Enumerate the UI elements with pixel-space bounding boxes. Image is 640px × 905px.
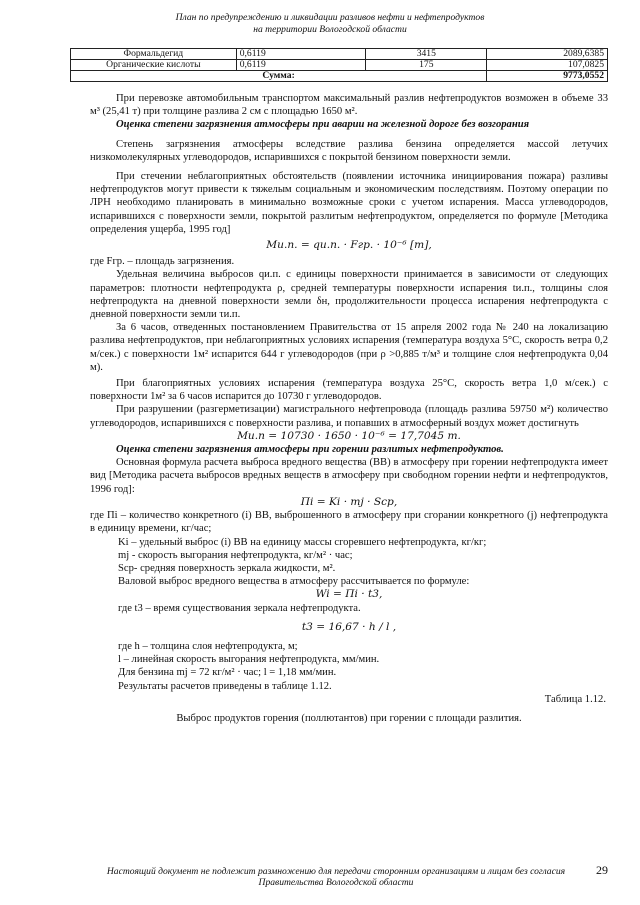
table-cell: 0,6119	[236, 49, 366, 60]
definition-line: где t3 – время существования зеркала нефтепродукта.	[118, 602, 361, 614]
table-row	[71, 60, 608, 71]
definition-line: l – линейная скорость выгорания нефтепродукта, мм/мин.	[118, 654, 380, 666]
definition-line: Ki – удельный выброс (i) ВВ на единицу массы сгоревшего нефтепродукта, кг/кг;	[118, 536, 487, 548]
definition-line: Sср- средняя поверхность зеркала жидкости, м².	[118, 562, 336, 574]
sum-value: 9773,0552	[487, 71, 608, 82]
formula-evaporated-mass: Mи.п. = qи.п. · Fгр. · 10⁻⁶ [т],	[266, 239, 432, 252]
paragraph: где Пi – количество конкретного (i) ВВ, выброшенного в атмосферу при сгорании конкретного (j) нефтепродукта в единицу времени, кг/час;	[90, 510, 608, 535]
table-cell: 3415	[366, 49, 487, 60]
table-caption: Таблица 1.12.	[544, 693, 606, 705]
footer-disclaimer: Настоящий документ не подлежит размножению для передачи сторонним организациям и лицам без согласия Правительства Вологодской области	[106, 866, 566, 888]
section-heading: Оценка степени загрязнения атмосферы при горении разлитых нефтепродуктов.	[116, 444, 504, 456]
running-header-line-2: на территории Вологодской области	[253, 24, 407, 35]
table-cell: Формальдегид	[71, 49, 237, 60]
main-text	[90, 92, 608, 725]
table-cell: Органические кислоты	[71, 60, 237, 71]
definition-line: mj - скорость выгорания нефтепродукта, кг/м² · час;	[118, 549, 353, 561]
definition-line: Для бензина mj = 72 кг/м² · час; l = 1,18 мм/мин.	[118, 667, 337, 679]
table-sum-row	[71, 71, 608, 82]
running-header-line-1: План по предупреждению и ликвидации разливов нефти и нефтепродуктов	[175, 12, 485, 23]
paragraph: За 6 часов, отведенных постановлением Правительства от 15 апреля 2002 года № 240 на локализацию разлива нефтепродуктов, при неблагоприятных условиях испарения (температура воздуха 5°С, скорость ветра 0,2 м/сек.) с поверхности 1м² испарится 644 г углеводородов (при ρ >0,885 т/м³ и толщине слоя нефтепродукта 0,04 м).	[90, 322, 608, 373]
section-heading: Оценка степени загрязнения атмосферы при аварии на железной дороге без возгорания	[116, 119, 530, 131]
paragraph: При разрушении (разгерметизации) магистрального нефтепровода (площадь разлива 59750 м²) количество углеводородов, испарившихся с поверхности разлива, и попавших в атмосферный воздух может достигнуть	[90, 404, 608, 429]
paragraph: Результаты расчетов приведены в таблице 1.12.	[118, 680, 332, 692]
paragraph: При стечении неблагоприятных обстоятельств (появлении источника инициирования пожара) разливы нефтепродуктов могут привести к тяжелым социальным и экономическим последствиям. Поэтому операции по ЛРН необходимо планировать в минимально возможные сроки с учетом испарения. Масса углеводородов, испарившихся с поверхности земли, покрытой разлитым нефтепродуктом, определяется по формуле [Методика определения ущерба, 1995 год]	[90, 171, 608, 235]
table-cell: 107,0825	[487, 60, 608, 71]
page-number: 29	[596, 863, 608, 877]
formula-calculation: Mи.п = 10730 · 1650 · 10⁻⁶ = 17,7045 т.	[237, 429, 461, 442]
paragraph: где Fгр. – площадь загрязнения.	[90, 256, 235, 268]
table-title: Выброс продуктов горения (поллютантов) при горении с площади разлития.	[176, 712, 522, 724]
table-cell: 175	[366, 60, 487, 71]
paragraph: Степень загрязнения атмосферы вследствие разлива бензина определяется массой летучих низкомолекулярных углеводородов, испарившихся с покрытой бензином поверхности земли.	[90, 138, 608, 163]
paragraph: При благоприятных условиях испарения (температура воздуха 25°С, скорость ветра 1,0 м/сек.) с поверхности 1м² за 6 часов испарится до 10730 г углеводородов.	[90, 378, 608, 403]
table-cell: 0,6119	[236, 60, 366, 71]
paragraph: Основная формула расчета выброса вредного вещества (ВВ) в атмосферу при горении нефтепродукта имеет вид [Методика расчета выбросов вредных веществ в атмосферу при свободном горении нефти и нефтепродуктов, 1996 год]:	[90, 457, 608, 495]
definition-line: где h – толщина слоя нефтепродукта, м;	[118, 640, 298, 652]
formula-burn-time: t3 = 16,67 · h / l ,	[301, 620, 397, 633]
paragraph: Валовой выброс вредного вещества в атмосферу рассчитывается по формуле:	[118, 576, 470, 588]
table-row	[71, 49, 608, 60]
paragraph: При перевозке автомобильным транспортом максимальный разлив нефтепродуктов возможен в объеме 33 м³ (25,41 т) при толщине разлива 2 см с площадью 1650 м².	[90, 93, 608, 118]
sum-label: Сумма:	[71, 71, 487, 82]
formula-emission-rate: Пi = Ki · mj · Sср,	[300, 495, 398, 508]
table-cell: 2089,6385	[487, 49, 608, 60]
emissions-table-fragment	[70, 48, 608, 82]
paragraph: Удельная величина выбросов qи.п. с единицы поверхности принимается в зависимости от следующих параметров: плотности нефтепродукта ρ, средней температуры поверхности испарения tи.п., толщины слоя нефтепродукта на дневной поверхности земли δн, продолжительности процесса испарения нефтепродукта с дневной поверхности земли τи.п.	[90, 269, 608, 321]
formula-gross-emission: Wi = Пi · t3,	[315, 588, 383, 601]
